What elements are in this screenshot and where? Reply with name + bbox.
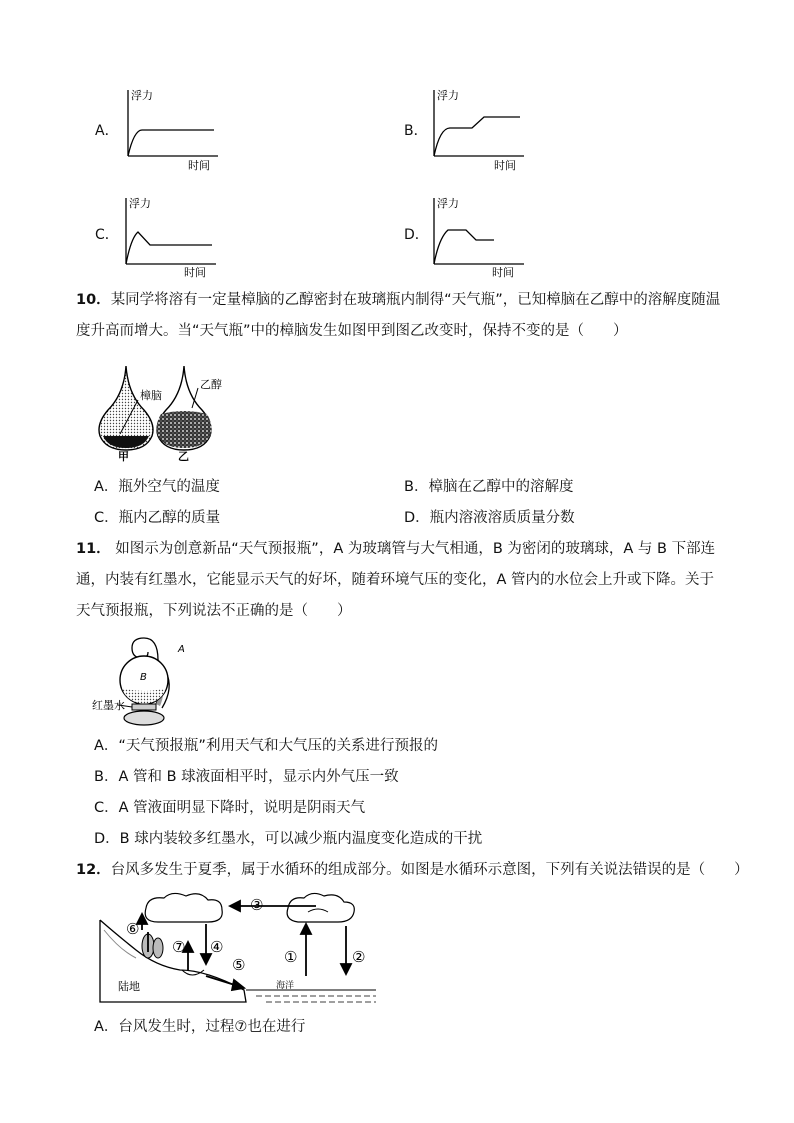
circle-2: ② (352, 948, 366, 966)
q11-stem-line2: 通，内装有红墨水，它能显示天气的好坏，随着环境气压的变化，A 管内的水位会上升或下降。关于 (76, 572, 715, 588)
x-axis-label: 时间 (188, 159, 210, 172)
y-axis-label: 浮力 (437, 197, 459, 210)
circle-3: ③ (250, 896, 264, 914)
q10-option-b[interactable]: B．樟脑在乙醇中的溶解度 (404, 479, 574, 495)
y-axis-label: 浮力 (131, 89, 153, 102)
graph-a (118, 86, 228, 172)
graph-b (424, 86, 534, 172)
q12-stem: 12．台风多发生于夏季，属于水循环的组成部分。如图是水循环示意图，下列有关说法错误的是（ ） (76, 862, 749, 878)
x-axis-label: 时间 (494, 159, 516, 172)
base (124, 711, 164, 725)
q10-option-d[interactable]: D．瓶内溶液溶质质量分数 (404, 510, 575, 526)
circle-7-inline: ⑦ (234, 1019, 248, 1035)
q12-number: 12． (76, 862, 111, 878)
q10-stem-line2: 度升高而增大。当“天气瓶”中的樟脑发生如图甲到图乙改变时，保持不变的是（ ） (76, 323, 628, 339)
option-letter-a: A． (95, 123, 119, 139)
cloud-land (145, 893, 222, 922)
graph-c (116, 194, 226, 280)
curve (434, 117, 520, 156)
bottle-b-crystals (157, 411, 212, 448)
option-letter-b: B． (404, 123, 428, 139)
label-yi: 乙 (178, 450, 189, 462)
q10-number: 10． (76, 292, 111, 308)
q11-option-c[interactable]: C．A 管液面明显下降时，说明是阴雨天气 (94, 800, 366, 816)
label-b: B (140, 672, 147, 683)
label-land: 陆地 (118, 980, 140, 993)
q12-option-a[interactable]: A．台风发生时，过程⑦也在进行 (94, 1019, 306, 1035)
option-letter-c: C． (95, 227, 119, 243)
cloud-ocean (287, 893, 354, 922)
circle-1: ① (284, 948, 298, 966)
base-neck (132, 704, 156, 710)
q11-stem-line3: 天气预报瓶，下列说法不正确的是（ ） (76, 603, 352, 619)
q10-option-c[interactable]: C．瓶内乙醇的质量 (94, 510, 221, 526)
weather-forecast-bottle-figure (92, 632, 202, 728)
label-ethanol: 乙醇 (200, 378, 222, 391)
curve (126, 232, 212, 264)
option-letter-d: D． (404, 227, 429, 243)
circle-6: ⑥ (126, 920, 140, 938)
q11-stem-line1: 11． 如图示为创意新品“天气预报瓶”，A 为玻璃管与大气相通，B 为密闭的玻璃球，A 与 B 下部连 (76, 541, 716, 557)
q11-number: 11． (76, 541, 111, 557)
curve (128, 130, 214, 156)
graph-d (424, 194, 534, 280)
x-axis-label: 时间 (184, 266, 206, 279)
q11-option-d[interactable]: D．B 球内装较多红墨水，可以减少瓶内温度变化造成的干扰 (94, 831, 483, 847)
y-axis-label: 浮力 (437, 89, 459, 102)
y-axis-label: 浮力 (129, 197, 151, 210)
tree-2 (153, 938, 163, 958)
label-camphor: 樟脑 (140, 389, 162, 402)
water-cycle-figure (96, 890, 382, 1014)
curve (434, 230, 494, 264)
circle-7: ⑦ (172, 938, 186, 956)
label-jia: 甲 (118, 450, 129, 462)
circle-4: ④ (210, 938, 224, 956)
q11-option-a[interactable]: A．“天气预报瓶”利用天气和大气压的关系进行预报的 (94, 738, 438, 754)
q11-option-b[interactable]: B．A 管和 B 球液面相平时，显示内外气压一致 (94, 769, 399, 785)
weather-bottle-figure (94, 362, 254, 462)
label-red-ink: 红墨水 (92, 699, 125, 712)
label-a: A (178, 644, 185, 655)
q10-option-a[interactable]: A．瓶外空气的温度 (94, 479, 220, 495)
circle-5: ⑤ (232, 956, 246, 974)
label-ocean: 海洋 (276, 981, 295, 991)
x-axis-label: 时间 (492, 266, 514, 279)
q10-stem-line1: 10．某同学将溶有一定量樟脑的乙醇密封在玻璃瓶内制得“天气瓶”，已知樟脑在乙醇中的溶解度随温 (76, 292, 721, 308)
